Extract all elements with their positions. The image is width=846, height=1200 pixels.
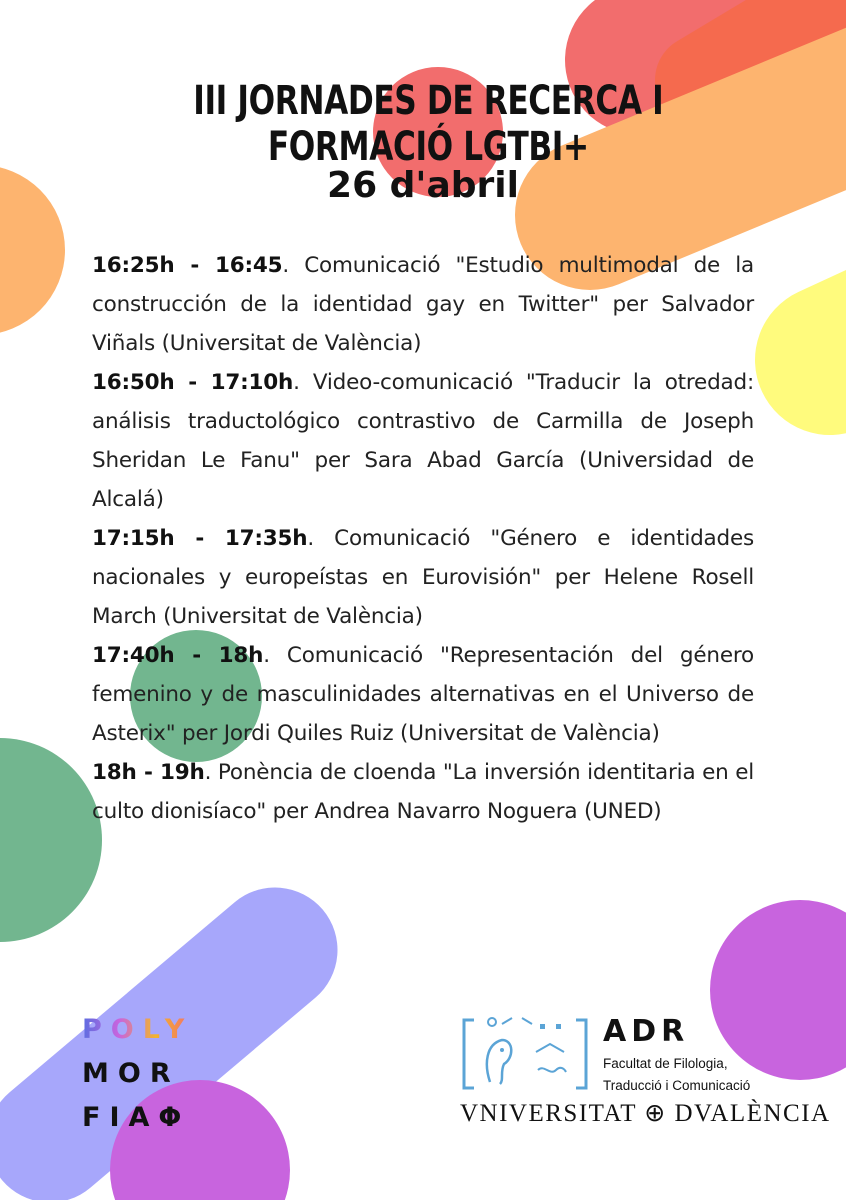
polymorfia-line-1: POLY [82,1014,194,1045]
session-description: . Comunicació "Representación del género femenino y de masculinidades alternativas en el Universo de Asterix" per Jordi Quiles Ruiz (Universitat de València) [92,643,754,746]
adr-logo [460,1014,831,1144]
schedule-item [92,363,754,519]
schedule-item [92,636,754,753]
event-date: 26 d'abril [327,165,519,206]
university-name: VNIVERSITAT ⊕ DVALÈNCIA [460,1100,831,1127]
session-time: 17:40h - 18h [92,643,264,668]
session-description: . Comunicació "Género e identidades nacionales y europeístas en Eurovisión" per Helene Rosell March (Universitat de València) [92,526,754,629]
session-description: . Video-comunicació "Traducir la otredad: análisis traductológico contrastivo de Carmilla de Joseph Sheridan Le Fanu" per Sara Abad García (Universidad de Alcalá) [92,370,754,512]
green-circle-left [0,738,102,942]
session-time: 16:25h - 16:45 [92,253,283,278]
page-title: III JORNADES DE RECERCA I FORMACIÓ LGTBI+ [193,78,664,170]
schedule-item [92,753,754,831]
session-time: 16:50h - 17:10h [92,370,294,395]
session-description: . Ponència de cloenda "La inversión identitaria en el culto dionisíaco" per Andrea Navarro Noguera (UNED) [92,760,755,824]
schedule-list [92,246,754,831]
adr-emblem-icon [460,1014,590,1094]
rainbow-pill-yellow [830,300,846,360]
polymorfia-line-2: MOR [82,1058,180,1089]
faculty-line-2: Traducció i Comunicació [603,1078,751,1093]
schedule-item [92,519,754,636]
polymorfia-line-3: FIAΦ [82,1102,182,1133]
session-description: . Comunicació "Estudio multimodal de la construcción de la identidad gay en Twitter" per Salvador Viñals (Universitat de València) [92,253,755,356]
adr-title: ADR [603,1014,690,1049]
polymorfia-logo [82,1008,212,1140]
schedule-item [92,246,754,363]
session-time: 18h - 19h [92,760,205,785]
session-time: 17:15h - 17:35h [92,526,308,551]
phi-symbol: Φ [158,1102,182,1133]
faculty-line-1: Facultat de Filologia, [603,1056,728,1071]
